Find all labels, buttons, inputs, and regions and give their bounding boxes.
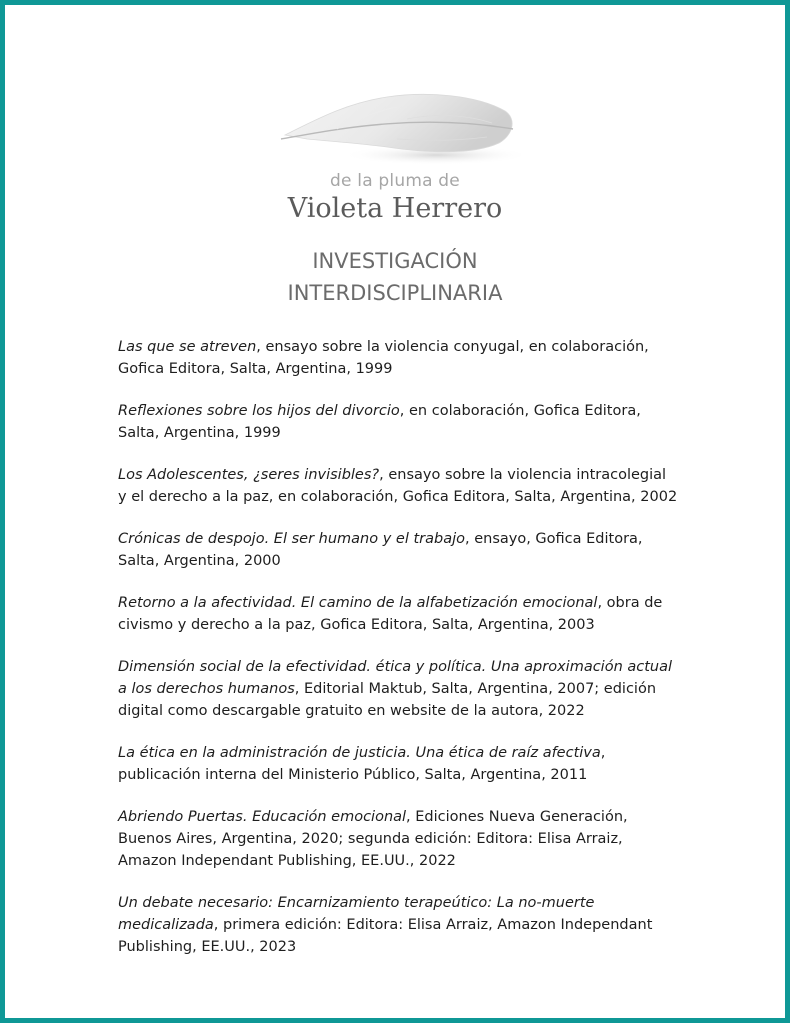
work-details: , Ediciones Nueva Generación, Buenos Aires, Argentina, 2020; segunda edición: Editora: Elisa Arraiz, Amazon Independant Publishing, EE.UU., 2022: [118, 809, 628, 869]
work-title: Crónicas de despojo. El ser humano y el trabajo: [118, 531, 465, 547]
list-item: [118, 464, 678, 508]
work-title: La ética en la administración de justicia. Una ética de raíz afectiva: [118, 745, 601, 761]
section-title-line2: INTERDISCIPLINARIA: [287, 281, 503, 305]
work-details: , ensayo sobre la violencia intracolegial y el derecho a la paz, en colaboración, Gofica Editora, Salta, Argentina, 2002: [118, 467, 678, 505]
work-title: Abriendo Puertas. Educación emocional: [118, 809, 407, 825]
section-title-line1: INVESTIGACIÓN: [312, 249, 478, 273]
list-item: [118, 656, 678, 722]
work-details: , publicación interna del Ministerio Público, Salta, Argentina, 2011: [118, 745, 606, 783]
works-list: [118, 336, 678, 978]
work-details: , en colaboración, Gofica Editora, Salta, Argentina, 1999: [118, 403, 641, 441]
work-title: Las que se atreven: [118, 339, 257, 355]
work-title: Un debate necesario: Encarnizamiento terapeútico: La no-muerte medicalizada: [118, 895, 595, 933]
work-title: Retorno a la afectividad. El camino de la alfabetización emocional: [118, 595, 598, 611]
list-item: [118, 336, 678, 380]
work-details: , ensayo, Gofica Editora, Salta, Argentina, 2000: [118, 531, 643, 569]
section-title: [5, 245, 785, 309]
list-item: [118, 806, 678, 872]
list-item: [118, 400, 678, 444]
work-title: Dimensión social de la efectividad. ética y política. Una aproximación actual a los derechos humanos: [118, 659, 673, 697]
work-details: , primera edición: Editora: Elisa Arraiz, Amazon Independant Publishing, EE.UU., 2023: [118, 917, 653, 955]
work-details: , Editorial Maktub, Salta, Argentina, 2007; edición digital como descargable gratuito en website de la autora, 2022: [118, 681, 657, 719]
list-item: [118, 592, 678, 636]
list-item: [118, 742, 678, 786]
list-item: [118, 528, 678, 572]
work-details: , obra de civismo y derecho a la paz, Gofica Editora, Salta, Argentina, 2003: [118, 595, 663, 633]
feather-icon: [277, 89, 525, 169]
logo-subtitle: de la pluma de: [330, 171, 460, 191]
list-item: [118, 892, 678, 958]
work-details: , ensayo sobre la violencia conyugal, en colaboración, Gofica Editora, Salta, Argentina, 1999: [118, 339, 649, 377]
work-title: Reflexiones sobre los hijos del divorcio: [118, 403, 400, 419]
work-title: Los Adolescentes, ¿seres invisibles?: [118, 467, 380, 483]
author-name: Violeta Herrero: [287, 193, 503, 224]
